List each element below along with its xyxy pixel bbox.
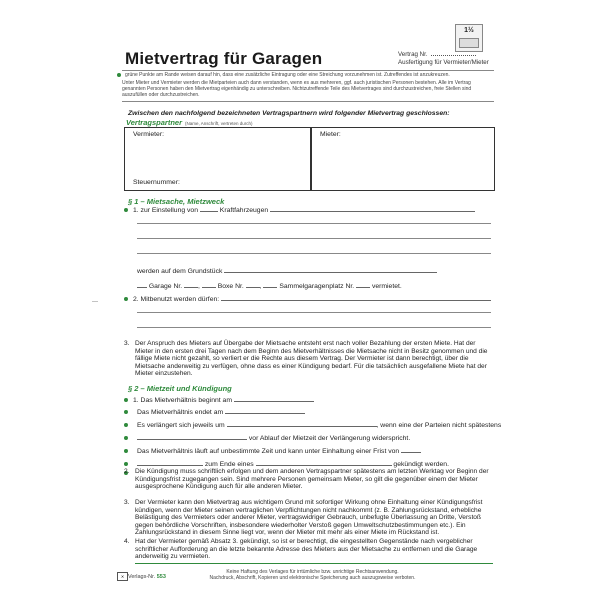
s1-item3-text: Der Anspruch des Mieters auf Übergabe der Mietsache entsteht erst nach voller Bezahlung der ersten Miete. Hat der Mieter in den ersten drei Tagen nach dem Beginn des Mietverhältnisses die Mietsache nicht in Besitz genommen und die fällige Miete nicht gezahlt, so verliert er die Rechte aus diesem Vertrag. Der Vermieter ist dann berechtigt, über die Mietsache anderweitig zu verfügen, ohne dass es einer Kündigung bedarf. Für die tatsächlich ausgefallene Miete hat der Mieter einzustehen. [135,340,488,378]
footer-copyright: Nachdruck, Abschrift, Kopieren und elektronische Speicherung auch auszugsweise verboten. [209,575,416,581]
note-parties: Unter Mieter und Vermieter werden die Mietparteien auch dann verstanden, wenn es aus mehreren, ggf. auch juristischen Personen bestehen. Alle im Vertrag genannten Personen haben den Mietvertrag eigenhändig zu unterschreiben. Nichtzutreffende Teile des Mietvertrages sind durchzustreichen, freie Stellen sind auszufüllen oder durchzustreichen. [122,80,472,99]
write-line[interactable] [137,223,491,224]
punch-mark: — [92,299,98,305]
green-dot-icon [124,436,128,440]
green-dot-icon [117,73,121,77]
publisher-mark-icon: ✕ [117,572,128,581]
write-line[interactable] [137,238,491,239]
s2-p2-text: Die Kündigung muss schriftlich erfolgen und dem anderen Vertragspartner spätestens am letzten Werktag vor Beginn der Kündigungsfrist zugegangen sein. Sind mehrere Personen gemeinsam Mieter, so gilt die gegenüber einem der Mieter ausgesprochene Kündigung auch für alle anderen Mieter. [135,468,489,491]
notice-unit-field[interactable] [256,459,392,466]
footer-divider [135,563,493,564]
green-dot-icon [124,462,128,466]
s2-notice: zum Ende eines gekündigt werden. [137,459,449,468]
boxe-count-field[interactable] [202,281,216,288]
objection-period-field[interactable] [137,433,247,440]
shared-use-field[interactable] [221,294,491,301]
s1-garage-row: Garage Nr. , Boxe Nr. , Sammelgaragenplatz Nr. vermietet. [137,281,402,290]
s2-p4-number: 4. [124,538,130,545]
contract-number-label: Vertrag Nr. [398,51,428,58]
green-dot-icon [124,297,128,301]
garage-count-field[interactable] [137,281,147,288]
vehicle-text-field[interactable] [270,205,475,212]
end-date-field[interactable] [225,407,305,414]
sammel-nr-field[interactable] [356,281,370,288]
s2-p2-number: 2. [124,468,130,475]
sammel-count-field[interactable] [263,281,277,288]
green-dot-icon [124,423,128,427]
copy-label: Ausfertigung für Vermieter/Mieter [398,59,489,66]
divider [122,101,494,102]
divider [122,70,494,71]
notice-period-field[interactable] [401,446,421,453]
s1-item1: 1. zur Einstellung von Kraftfahrzeugen [133,205,475,214]
tax-number-label: Steuernummer: [133,179,180,186]
contract-number-field[interactable] [431,55,476,56]
s2-indefinite: Das Mietverhältnis läuft auf unbestimmte Zeit und kann unter Einhaltung einer Frist von [137,446,421,455]
extension-field[interactable] [227,420,377,427]
notice-length-field[interactable] [137,459,203,466]
green-dot-icon [124,449,128,453]
publisher-logo: 1½ [455,24,483,52]
contract-number [398,51,489,67]
plot-field[interactable] [224,266,437,273]
intro-text: Zwischen den nachfolgend bezeichneten Vertragspartnern wird folgender Mietvertrag geschlossen: [128,110,450,117]
write-line[interactable] [137,253,491,254]
footer-text [130,569,495,581]
s2-start: 1. Das Mietverhältnis beginnt am [133,395,314,404]
section-1-heading: § 1 – Mietsache, Mietzweck [128,197,225,206]
page-title: Mietvertrag für Garagen [125,49,323,68]
footer-liability: Keine Haftung des Verlages für irrtümliche bzw. unrichtige Rechtsanwendung. [226,569,399,575]
s1-plot: werden auf dem Grundstück [137,266,437,275]
s2-p3-number: 3. [124,499,130,506]
green-dot-icon [124,208,128,212]
section-2-heading: § 2 – Mietzeit und Kündigung [128,384,232,393]
green-dot-icon [124,410,128,414]
s1-item3-number: 3. [124,340,130,347]
garage-nr-field[interactable] [184,281,198,288]
note-green-dots: grüne Punkte am Rande weisen darauf hin, dass eine zusätzliche Eintragung oder eine Streichung vorzunehmen ist. Zutreffendes ist anzukreuzen. [125,72,450,78]
vehicle-count-field[interactable] [200,205,218,212]
s1-item2: 2. Mitbenutzt werden dürfen: [133,294,491,303]
write-line[interactable] [137,327,491,328]
s2-objection: vor Ablauf der Mietzeit der Verlängerung widerspricht. [137,433,410,442]
landlord-box[interactable] [124,127,311,191]
tenant-label: Mieter: [320,131,341,138]
boxe-nr-field[interactable] [246,281,260,288]
publisher-number: Verlags-Nr. 553 [128,574,166,580]
start-date-field[interactable] [234,395,314,402]
s2-extension: Es verlängert sich jeweils um , wenn eine der Parteien nicht spätestens [137,422,502,429]
s2-end: Das Mietverhältnis endet am [137,407,305,416]
s2-p4-text: Hat der Vermieter gemäß Absatz 3. gekündigt, so ist er berechtigt, die eingestellten Gegenstände nach vergeblicher schriftlicher Aufforderung an die letzte bekannte Adresse des Mieters aus der Mietsache zu entfernen und die Garage anderweitig zu vermieten. [135,538,478,561]
green-dot-icon [124,398,128,402]
write-line[interactable] [137,312,491,313]
tenant-box[interactable] [311,127,495,191]
s2-p3-text: Der Vermieter kann den Mietvertrag aus wichtigem Grund mit sofortiger Wirkung ohne Einhaltung einer Kündigungsfrist kündigen, wenn der Mieter seinen vertraglichen Verpflichtungen nicht nachkommt (z. B. Zahlungsrückstand, erhebliche Belästigung des Vermieters oder anderer Mieter, vertragswidriger Gebrauch, unbefugte Überlassung an Dritte, Verstoß gegen behördliche Vorschriften, insbesondere wiederholter Verstoß gegen Umweltschutzbestimmungen etc.). Ein Zahlungsrückstand in diesem Sinne liegt vor, wenn der Mieter mit mehr als einer Miete im Rückstand ist. [135,499,483,537]
landlord-label: Vermieter: [133,131,164,138]
section-partners-heading: Vertragspartner (Name, Anschrift, vertreten durch) [126,118,253,127]
